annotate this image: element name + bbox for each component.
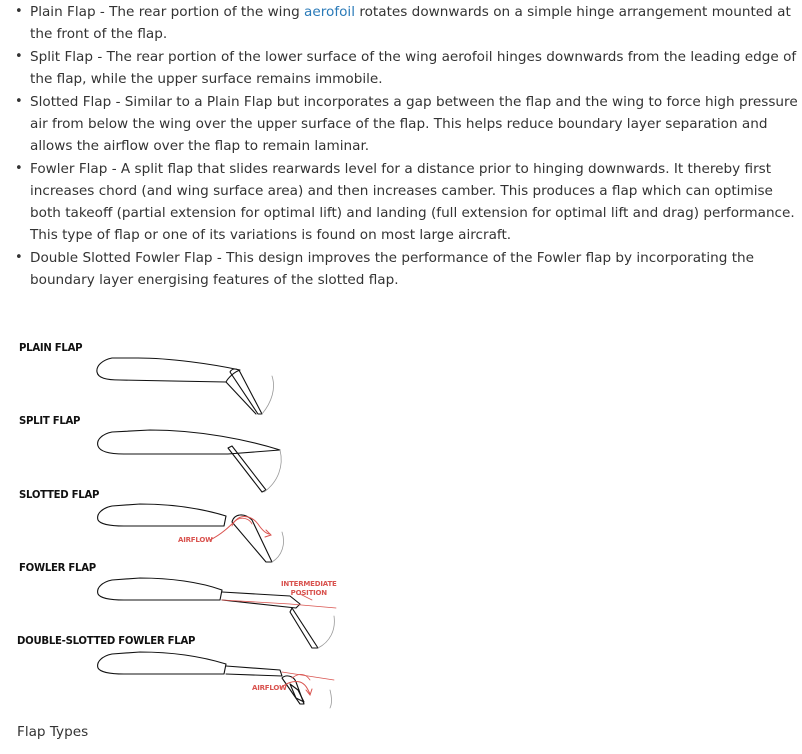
intermediate-line-2: POSITION <box>290 589 327 597</box>
list-item-text: rotates downwards on a simple hinge arrangement mounted at the front of the flap. <box>30 4 791 43</box>
fowler-flap-label: FOWLER FLAP <box>19 561 96 574</box>
slotted-airflow-arrow <box>210 517 270 540</box>
aerofoil-link[interactable]: aerofoil <box>304 4 355 20</box>
bullet: • <box>15 160 23 176</box>
flap-types-figure <box>0 318 360 718</box>
slotted-flap-diagram <box>98 504 284 562</box>
plain-flap-diagram <box>97 358 274 414</box>
list-item-split-flap <box>15 46 802 90</box>
bullet: • <box>15 4 23 19</box>
list-item-text: Slotted Flap - Similar to a Plain Flap but incorporates a gap between the flap and the wing to force high pressure air from below the wing over the upper surface of the flap. This helps reduce boundary layer separation and allows the airflow over the flap to remain laminar. <box>30 93 798 154</box>
split-flap-diagram <box>98 430 282 492</box>
flap-types-list <box>0 0 802 292</box>
plain-flap-label: PLAIN FLAP <box>19 341 83 354</box>
bullet: • <box>15 93 23 109</box>
list-item-slotted-flap <box>15 91 802 158</box>
double-airflow-note: AIRFLOW <box>252 684 287 692</box>
list-item-text: Split Flap - The rear portion of the lower surface of the wing aerofoil hinges downwards from the leading edge of the flap, while the upper surface remains immobile. <box>30 48 797 87</box>
slotted-flap-label: SLOTTED FLAP <box>19 488 100 501</box>
fowler-intermediate-outline <box>222 600 336 608</box>
flap-diagrams <box>0 318 360 718</box>
intermediate-position-note <box>281 580 337 598</box>
figure-caption: Flap Types <box>17 724 89 740</box>
list-item-text: Fowler Flap - A split flap that slides rearwards level for a distance prior to hinging downwards. It thereby first increases chord (and wing surface area) and then increases camber. This produces a flap which can optimise both takeoff (partial extension for optimal lift) and landing (full extension for optimal lift and drag) performance. This type of flap or one of its variations is found on most large aircraft. <box>30 160 795 244</box>
bullet: • <box>15 48 23 64</box>
list-item-plain-flap <box>15 1 802 45</box>
double-slotted-fowler-flap-label: DOUBLE-SLOTTED FOWLER FLAP <box>17 634 196 647</box>
slotted-airflow-note: AIRFLOW <box>178 536 213 544</box>
bullet: • <box>15 249 23 265</box>
split-flap-label: SPLIT FLAP <box>19 414 81 427</box>
list-item-fowler-flap <box>15 158 802 247</box>
list-item-text: Double Slotted Fowler Flap - This design improves the performance of the Fowler flap by incorporating the boundary layer energising features of the slotted flap. <box>30 249 755 288</box>
intermediate-line-1: INTERMEDIATE <box>281 580 337 588</box>
double-slotted-fowler-flap-diagram <box>98 652 332 708</box>
list-item-text: Plain Flap - The rear portion of the wing <box>30 4 305 20</box>
list-item-double-slotted-fowler-flap <box>15 247 802 291</box>
